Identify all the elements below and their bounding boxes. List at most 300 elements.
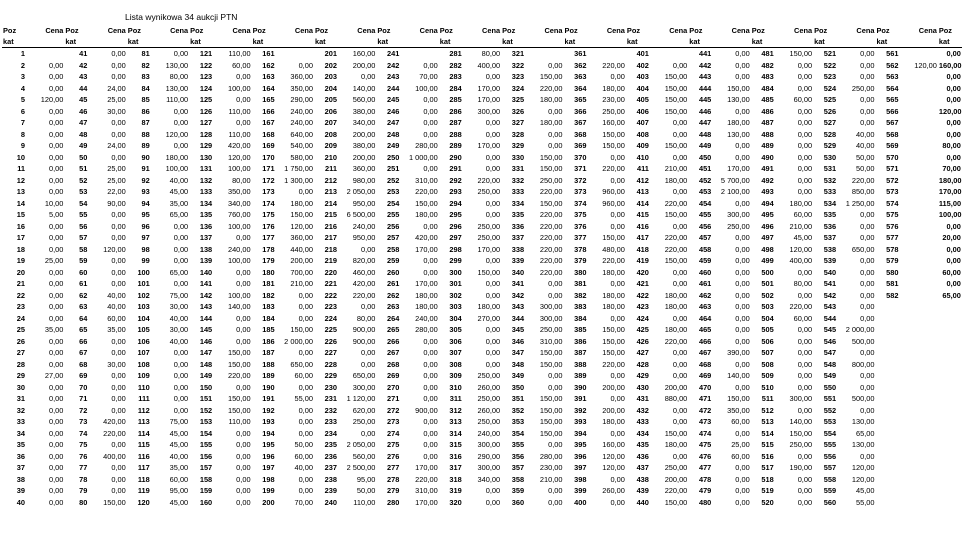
lot-number: 291 [449, 164, 462, 173]
lot-price: 220,00 [789, 302, 813, 311]
lot-number: 446 [698, 106, 712, 116]
header-poz: Poz [190, 26, 204, 35]
lot-price: 0,00 [298, 405, 313, 415]
lot-price: 160,00 [602, 440, 625, 449]
lot-number: 38 [16, 474, 25, 484]
lot-price: 0,00 [735, 486, 750, 495]
lot-price: 110,00 [353, 497, 376, 507]
lot-price: 0,00 [423, 256, 438, 265]
lot-number: 100 [137, 267, 150, 277]
lot-price: 60,00 [294, 371, 313, 380]
lot-number: 174 [262, 198, 275, 208]
lot-price: 180,00 [477, 302, 501, 311]
lot-price: 25,00 [731, 440, 750, 449]
lot-price: 250,00 [477, 233, 501, 242]
lot-number: 490 [761, 152, 774, 162]
lot-price: 0,00 [236, 428, 251, 438]
lot-price: 0,00 [797, 497, 813, 507]
lot-number: 420 [636, 267, 649, 277]
lot-price: 420,00 [227, 141, 251, 150]
lot-number: 410 [636, 152, 649, 162]
lot-price: 150,00 [227, 405, 251, 415]
lot-price [899, 485, 937, 497]
lot-number: 220 [324, 267, 337, 277]
lot-number: 345 [511, 325, 525, 334]
lot-number: 502 [761, 290, 774, 300]
header-cena: Cena [294, 26, 313, 35]
lot-price: 0,00 [485, 279, 501, 288]
table-row [2, 152, 962, 164]
lot-price: 0,00 [111, 233, 126, 242]
lot-price: 540,00 [290, 141, 313, 150]
lot-price: 220,00 [664, 486, 688, 495]
header-poz: Poz [127, 26, 141, 35]
lot-number: 555 [823, 440, 837, 449]
lot-number: 80,00 [942, 141, 961, 150]
lot-price: 0,00 [860, 290, 875, 300]
header-cena [837, 37, 875, 48]
lot-number: 318 [449, 474, 462, 484]
lot-price: 50,00 [356, 486, 376, 495]
lot-price: 0,00 [236, 118, 251, 127]
lot-number: 271 [387, 394, 400, 403]
lot-price: 35,00 [44, 325, 64, 334]
lot-number: 258 [387, 244, 400, 254]
lot-price: 0,00 [860, 221, 875, 231]
lot-price: 0,00 [111, 336, 126, 346]
lot-number: 2 [20, 60, 25, 70]
lot-price: 0,00 [672, 279, 688, 288]
lot-price: 0,00 [610, 175, 625, 185]
lot-price: 0,00 [298, 313, 313, 323]
header-cena: Cena [170, 26, 189, 35]
lot-number: 41 [79, 49, 88, 58]
table-row [2, 278, 962, 290]
lot-price: 170,00 [477, 244, 501, 254]
lot-number: 294 [449, 198, 462, 208]
lot-number: 241 [387, 49, 400, 58]
lot-price: 250,00 [477, 187, 501, 196]
lot-number: 456 [698, 221, 712, 231]
lot-price: 400,00 [789, 256, 813, 265]
lot-price: 0,00 [485, 486, 501, 495]
header-poz: Poz [377, 26, 391, 35]
lot-price: 480,00 [602, 244, 625, 254]
lot-number: 542 [823, 290, 837, 300]
lot-number: 55 [79, 210, 88, 219]
lot-number: 236 [324, 451, 337, 461]
header-cena: Cena [918, 26, 937, 35]
lot-price: 2 500,00 [346, 463, 376, 472]
lot-price: 0,00 [111, 267, 126, 277]
lot-price: 0,00 [548, 106, 563, 116]
lot-price: 0,00 [485, 336, 501, 346]
lot-number: 20,00 [942, 233, 961, 242]
lot-price: 0,00 [735, 49, 750, 58]
lot-price: 1 750,00 [284, 164, 313, 173]
lot-price [899, 451, 937, 463]
lot-price: 200,00 [602, 382, 625, 392]
lot-number: 530 [823, 152, 837, 162]
lot-price: 0,00 [298, 474, 313, 484]
lot-number: 263 [387, 302, 400, 311]
lot-price: 100,00 [227, 256, 251, 265]
lot-price: 0,00 [485, 118, 501, 127]
lot-price: 0,00 [49, 221, 64, 231]
lot-number: 240 [324, 497, 337, 507]
lot-number: 377 [574, 233, 587, 242]
lot-price: 220,00 [602, 359, 625, 369]
lot-price [899, 209, 937, 221]
lot-number: 83 [141, 72, 150, 81]
lot-price: 390,00 [727, 348, 750, 357]
lot-number: 344 [511, 313, 525, 323]
lot-number: 120 [137, 497, 150, 507]
lot-price: 0,00 [236, 336, 251, 346]
lot-price: 0,00 [173, 49, 189, 58]
lot-number: 386 [574, 336, 587, 346]
lot-number: 52 [79, 175, 88, 185]
lot-number: 508 [761, 359, 774, 369]
lot-price: 150,00 [477, 267, 501, 277]
lot-number: 113 [137, 417, 150, 426]
lot-number: 582 [886, 290, 899, 300]
lot-number: 414 [636, 198, 649, 208]
lot-price: 0,00 [360, 348, 376, 357]
lot-price: 150,00 [602, 129, 625, 139]
lot-number [938, 301, 962, 313]
lot-price: 110,00 [228, 106, 251, 116]
lot-number: 76 [79, 451, 88, 461]
lot-price: 0,00 [797, 336, 813, 346]
lot-price: 0,00 [173, 233, 189, 242]
lot-price: 0,00 [236, 451, 251, 461]
lot-price [899, 359, 937, 371]
lot-number: 137 [199, 233, 213, 242]
lot-number: 304 [449, 313, 462, 323]
lot-number: 341 [511, 279, 525, 288]
lot-number: 551 [823, 394, 837, 403]
lot-number [938, 416, 962, 428]
lot-price: 400,00 [103, 451, 126, 461]
lot-number: 23 [16, 302, 25, 311]
lot-price [899, 497, 937, 509]
lot-number: 36 [16, 451, 25, 461]
lot-number: 157 [199, 463, 213, 472]
lot-price: 180,00 [165, 152, 189, 162]
table-row [2, 428, 962, 440]
lot-number: 145 [199, 325, 213, 334]
lot-number: 579 [886, 256, 899, 265]
lot-number: 64 [79, 313, 88, 323]
header-poz: Poz [252, 26, 266, 35]
lot-price: 60,00 [793, 95, 813, 104]
lot-number: 313 [449, 417, 462, 426]
lot-number: 0,00 [946, 256, 961, 265]
lot-price: 0,00 [610, 72, 625, 81]
lot-price: 0,00 [423, 336, 438, 346]
lot-price: 0,00 [49, 394, 64, 403]
lot-number: 537 [823, 233, 837, 242]
lot-price: 0,00 [298, 290, 313, 300]
lot-number: 484 [761, 83, 774, 93]
lot-number: 438 [636, 474, 649, 484]
table-row [2, 462, 962, 474]
lot-price: 80,00 [481, 49, 501, 58]
lot-number: 442 [698, 60, 712, 70]
header-cena [213, 37, 251, 48]
lot-number: 486 [761, 106, 774, 116]
lot-price: 150,00 [727, 83, 750, 93]
lot-number: 335 [511, 210, 525, 219]
lot-number [938, 439, 962, 451]
lot-number: 511 [761, 394, 774, 403]
lot-price: 150,00 [539, 405, 563, 415]
lot-number: 575 [886, 210, 899, 219]
lot-number: 146 [199, 336, 213, 346]
lot-price: 0,00 [610, 474, 625, 484]
lot-price: 160,00 [602, 118, 625, 127]
lot-price: 0,00 [360, 244, 376, 254]
lot-number: 158 [199, 474, 213, 484]
lot-price: 0,00 [548, 141, 563, 150]
lot-price: 45,00 [169, 440, 189, 449]
lot-number: 288 [449, 129, 462, 139]
lot-number: 340 [511, 267, 525, 277]
lot-price [899, 117, 937, 129]
lot-price: 0,00 [49, 497, 64, 507]
lot-number: 307 [449, 348, 462, 357]
lot-price: 0,00 [173, 141, 189, 150]
lot-price: 30,00 [107, 359, 126, 369]
lot-price: 260,00 [477, 382, 501, 392]
lot-price: 580,00 [290, 152, 313, 162]
header-poz: Poz [314, 26, 329, 35]
lot-number: 19 [16, 256, 25, 265]
lot-number: 139 [199, 256, 213, 265]
lot-price: 220,00 [227, 371, 251, 380]
lot-number: 347 [511, 348, 525, 357]
lot-price: 0,00 [797, 60, 813, 70]
header-poz: kat [813, 37, 837, 48]
lot-price: 0,00 [111, 49, 126, 58]
lot-price: 170,00 [415, 463, 438, 472]
lot-price: 0,00 [797, 486, 813, 495]
lot-number: 453 [698, 187, 712, 196]
lot-price: 40,00 [169, 313, 189, 323]
lot-number: 503 [761, 302, 774, 311]
lot-number: 78 [79, 474, 88, 484]
lot-price: 0,00 [735, 497, 750, 507]
lot-price: 0,00 [298, 348, 313, 357]
lot-price: 0,00 [485, 497, 501, 507]
lot-price: 80,00 [232, 175, 251, 185]
lot-number: 519 [761, 486, 774, 495]
lot-price: 180,00 [602, 267, 625, 277]
lot-number: 339 [511, 256, 525, 265]
lot-price: 150,00 [539, 417, 563, 426]
lot-price: 220,00 [352, 290, 376, 300]
lot-number: 200 [262, 497, 275, 507]
lot-price: 0,00 [672, 221, 688, 231]
lot-price: 0,00 [423, 348, 438, 357]
lot-price: 0,00 [423, 451, 438, 461]
lot-number: 320 [449, 497, 462, 507]
lot-price: 110,00 [166, 95, 189, 104]
lot-number: 396 [574, 451, 587, 461]
lot-price: 0,00 [860, 233, 875, 242]
lot-price: 0,00 [485, 152, 501, 162]
lot-number: 576 [886, 221, 899, 231]
lot-price [899, 370, 937, 382]
lot-number: 538 [823, 244, 837, 254]
lot-number: 529 [823, 141, 837, 150]
lot-number: 299 [449, 256, 462, 265]
lot-price: 310,00 [415, 175, 438, 185]
lot-number: 424 [636, 313, 649, 323]
lot-number: 349 [511, 371, 525, 380]
lot-number: 498 [761, 244, 774, 254]
lot-number: 397 [574, 463, 587, 472]
lot-price: 40,00 [855, 129, 875, 139]
lot-number: 315 [449, 440, 462, 449]
header-cena [650, 37, 688, 48]
lot-number: 363 [574, 72, 587, 81]
lot-price: 0,00 [49, 129, 64, 139]
lot-number: 358 [511, 474, 525, 484]
lot-number: 447 [698, 118, 712, 127]
lot-number: 395 [574, 440, 587, 449]
lot-number: 516 [761, 451, 774, 461]
lot-number: 115,00 [938, 198, 962, 208]
lot-price: 150,00 [602, 348, 625, 357]
lot-price: 45,00 [169, 497, 189, 507]
lot-number: 443 [698, 72, 712, 81]
lot-number: 119 [137, 486, 150, 495]
lot-number: 133 [199, 187, 213, 196]
lot-price: 10,00 [44, 198, 64, 208]
lot-number: 160 [199, 497, 213, 507]
lot-price: 0,00 [860, 118, 875, 127]
lot-price: 850,00 [851, 187, 875, 196]
lot-number: 567 [886, 118, 899, 127]
lot-price: 0,00 [735, 382, 750, 392]
lot-number: 427 [636, 348, 649, 357]
lot-price: 5 700,00 [720, 175, 750, 185]
lot-price: 0,00 [236, 474, 251, 484]
lot-price: 420,00 [352, 279, 376, 288]
lot-price [899, 83, 937, 95]
lot-price [899, 428, 937, 440]
lot-number: 213 [324, 187, 337, 196]
lot-price: 140,00 [727, 371, 750, 380]
lot-price: 150,00 [602, 233, 625, 242]
lot-number: 193 [262, 417, 275, 426]
lot-price: 0,00 [236, 313, 251, 323]
lot-price: 120,00 [165, 129, 189, 139]
lot-number: 333 [511, 187, 525, 196]
lot-price: 0,00 [485, 164, 501, 173]
lot-number: 60 [79, 267, 88, 277]
lot-price: 400,00 [477, 60, 501, 70]
lot-number: 571 [886, 164, 899, 173]
lot-number: 535 [823, 210, 837, 219]
lot-price: 150,00 [602, 141, 625, 150]
lot-number: 550 [823, 382, 837, 392]
lot-price: 0,00 [360, 428, 376, 438]
header-cena: Cena [482, 26, 501, 35]
lot-number: 507 [761, 348, 774, 357]
lot-number: 477 [698, 463, 712, 472]
lot-number: 156 [199, 451, 213, 461]
lot-price: 70,00 [419, 72, 438, 81]
lot-price: 0,00 [860, 49, 875, 58]
lot-number: 56 [79, 221, 88, 231]
lot-price: 75,00 [169, 417, 189, 426]
lot-number: 232 [324, 405, 337, 415]
lot-number: 303 [449, 302, 462, 311]
lot-price: 150,00 [664, 106, 688, 116]
lot-number: 528 [823, 129, 837, 139]
lot-price: 0,00 [111, 405, 126, 415]
lot-price: 50,00 [294, 440, 313, 449]
lot-number: 458 [698, 244, 712, 254]
lot-price: 0,00 [485, 325, 501, 334]
lot-price: 95,00 [356, 474, 376, 484]
lot-number: 181 [262, 279, 275, 288]
lot-number: 568 [886, 129, 899, 139]
lot-number: 170 [262, 152, 275, 162]
lot-number: 210 [324, 152, 337, 162]
lot-price: 100,00 [227, 83, 251, 93]
lot-number: 211 [325, 164, 337, 173]
lot-price: 0,00 [49, 60, 64, 70]
lot-price: 150,00 [227, 359, 251, 369]
header-cena: Cena [419, 26, 438, 35]
lot-number: 227 [324, 348, 337, 357]
lot-price: 0,00 [49, 267, 64, 277]
lot-number: 0,00 [946, 118, 961, 127]
lot-number [875, 428, 899, 440]
lot-number [938, 336, 962, 348]
lot-price: 150,00 [539, 348, 563, 357]
lot-number: 46 [79, 106, 88, 116]
lot-number: 578 [886, 244, 899, 254]
lot-number: 99 [141, 256, 150, 265]
lot-price: 0,00 [111, 382, 126, 392]
lot-price: 0,00 [298, 302, 313, 311]
lot-price: 220,00 [539, 221, 563, 231]
lot-number: 25 [16, 325, 25, 334]
lot-number [938, 359, 962, 371]
lot-price: 0,00 [548, 440, 563, 449]
lot-price: 0,00 [49, 118, 64, 127]
lot-price [899, 474, 937, 486]
lot-number: 520 [761, 497, 774, 507]
lot-price: 240,00 [227, 244, 251, 254]
lot-number: 13 [16, 187, 25, 196]
lot-price: 0,00 [797, 129, 813, 139]
lot-price: 220,00 [664, 244, 688, 254]
lot-number: 482 [761, 60, 774, 70]
lot-price: 220,00 [539, 267, 563, 277]
lot-number: 536 [823, 221, 837, 231]
lot-number: 512 [761, 405, 774, 415]
lot-number: 321 [511, 49, 525, 58]
lot-price: 0,00 [49, 382, 64, 392]
lot-price: 0,00 [672, 152, 688, 162]
lot-number: 331 [511, 164, 525, 173]
